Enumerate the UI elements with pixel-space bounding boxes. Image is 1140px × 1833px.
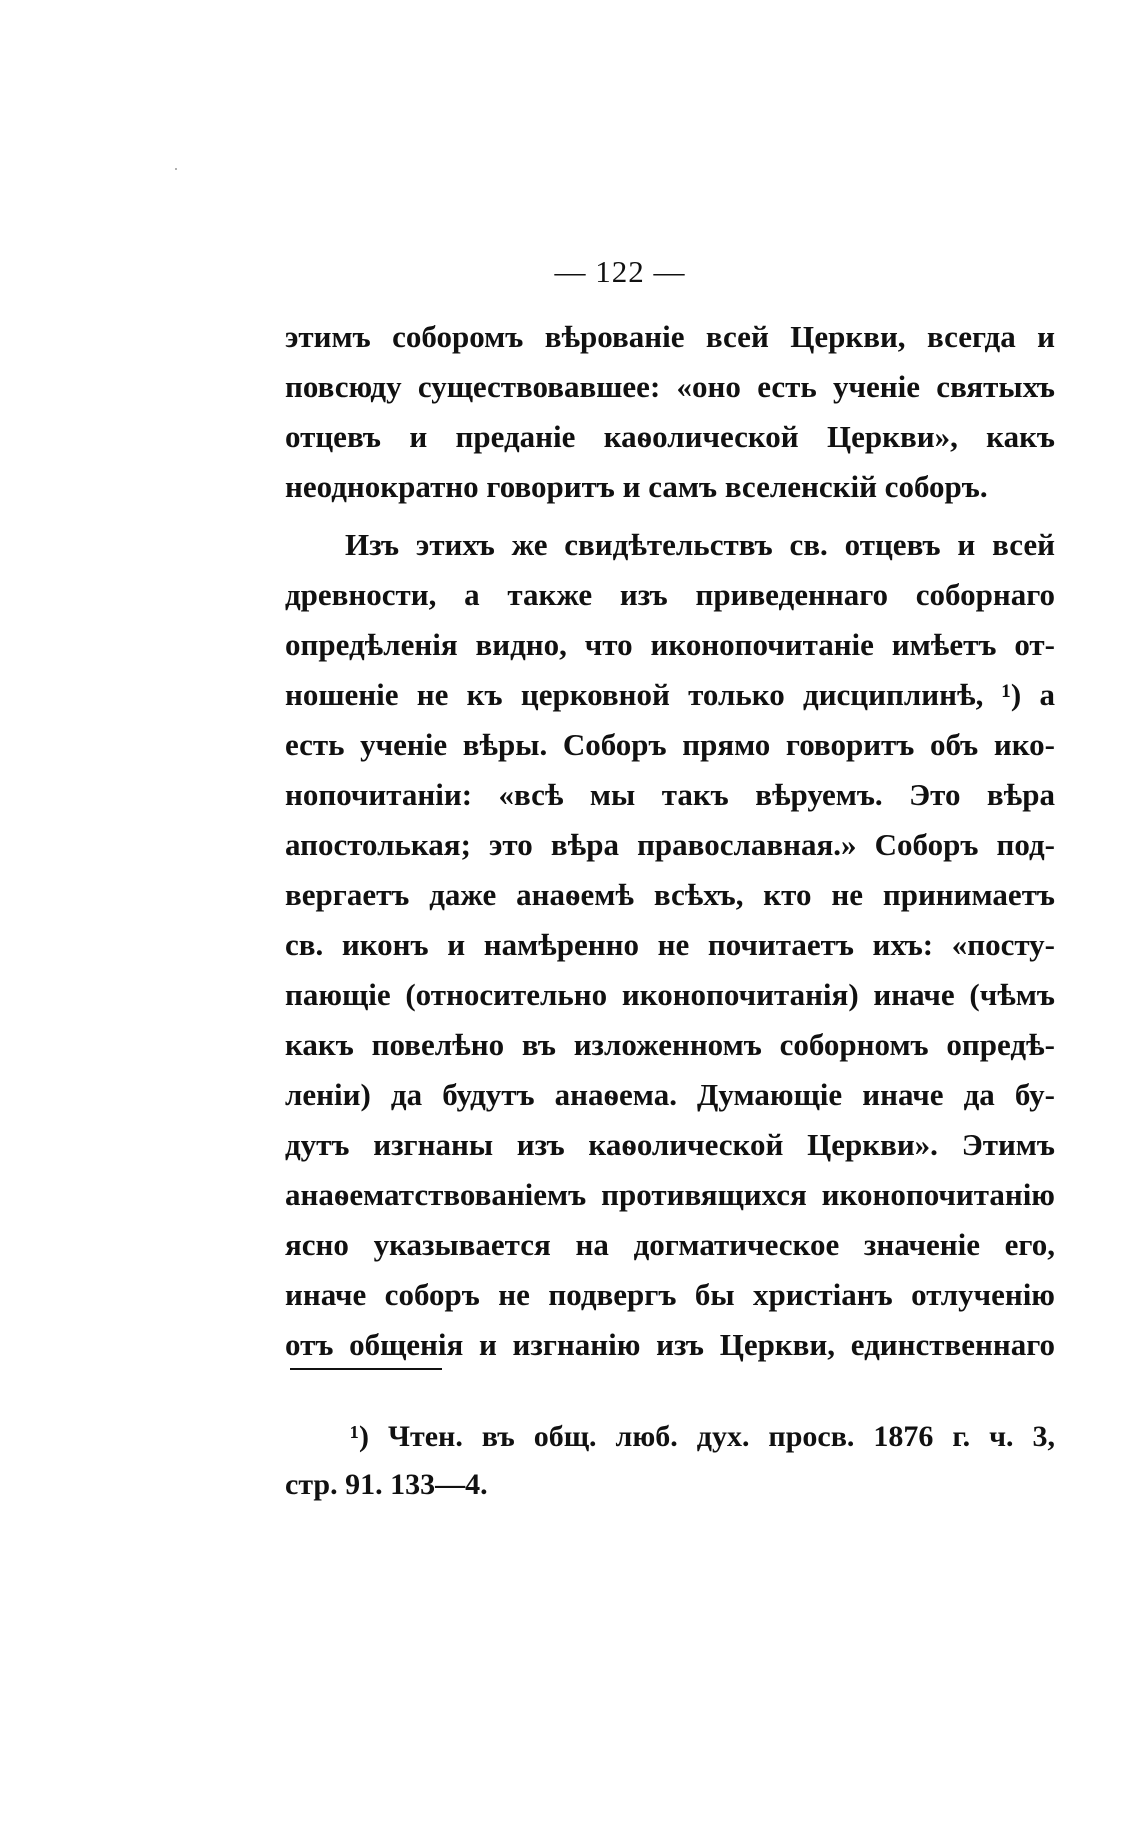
text-line: леніи) да будутъ анаѳема. Думающіе иначе да бу- [285, 1077, 1055, 1112]
text-line: дутъ изгнаны изъ каѳолической Церкви». Этимъ [285, 1127, 1055, 1162]
body-text [285, 312, 1055, 1370]
page-number: — 122 — [554, 254, 686, 289]
text-line: вергаетъ даже анаѳемѣ всѣхъ, кто не принимаетъ [285, 877, 1055, 912]
text-line: древности, а также изъ приведеннаго соборнаго [285, 577, 1055, 612]
text-line: этимъ соборомъ вѣрованіе всей Церкви, всегда и [285, 319, 1055, 354]
text-line: св. иконъ и намѣренно не почитаетъ ихъ: «посту- [285, 927, 1055, 962]
paper-speck [175, 168, 177, 170]
footnote-line: ¹) Чтен. въ общ. люб. дух. просв. 1876 г. ч. 3, [350, 1420, 1055, 1453]
text-line: ясно указывается на догматическое значеніе его, [285, 1227, 1055, 1262]
footnote [285, 1413, 1055, 1509]
text-line: ношеніе не къ церковной только дисциплинѣ, ¹) а [285, 677, 1055, 712]
text-line: есть ученіе вѣры. Соборъ прямо говоритъ объ ико- [285, 727, 1055, 762]
text-line: иначе соборъ не подвергъ бы христіанъ отлученію [285, 1277, 1055, 1312]
paragraph-first-line: Изъ этихъ же свидѣтельствъ св. отцевъ и всей [345, 527, 1055, 562]
text-line: анаѳематствованіемъ противящихся иконопочитанію [285, 1177, 1055, 1212]
text-line: апостолькая; это вѣра православная.» Соборъ под- [285, 827, 1055, 862]
text-line: отцевъ и преданіе каѳолической Церкви», какъ [285, 419, 1055, 454]
footnote-line: стр. 91. 133—4. [285, 1468, 488, 1501]
text-line: нопочитаніи: «всѣ мы такъ вѣруемъ. Это вѣра [285, 777, 1055, 812]
footnote-divider [290, 1368, 442, 1370]
text-line: пающіе (относительно иконопочитанія) иначе (чѣмъ [285, 977, 1055, 1012]
text-line: отъ общенія и изгнанію изъ Церкви, единственнаго [285, 1327, 1055, 1362]
text-line: какъ повелѣно въ изложенномъ соборномъ опредѣ- [285, 1027, 1055, 1062]
text-line: неоднократно говоритъ и самъ вселенскій соборъ. [285, 469, 988, 504]
text-line: опредѣленія видно, что иконопочитаніе имѣетъ от- [285, 627, 1055, 662]
text-line: повсюду существовавшее: «оно есть ученіе святыхъ [285, 369, 1055, 404]
